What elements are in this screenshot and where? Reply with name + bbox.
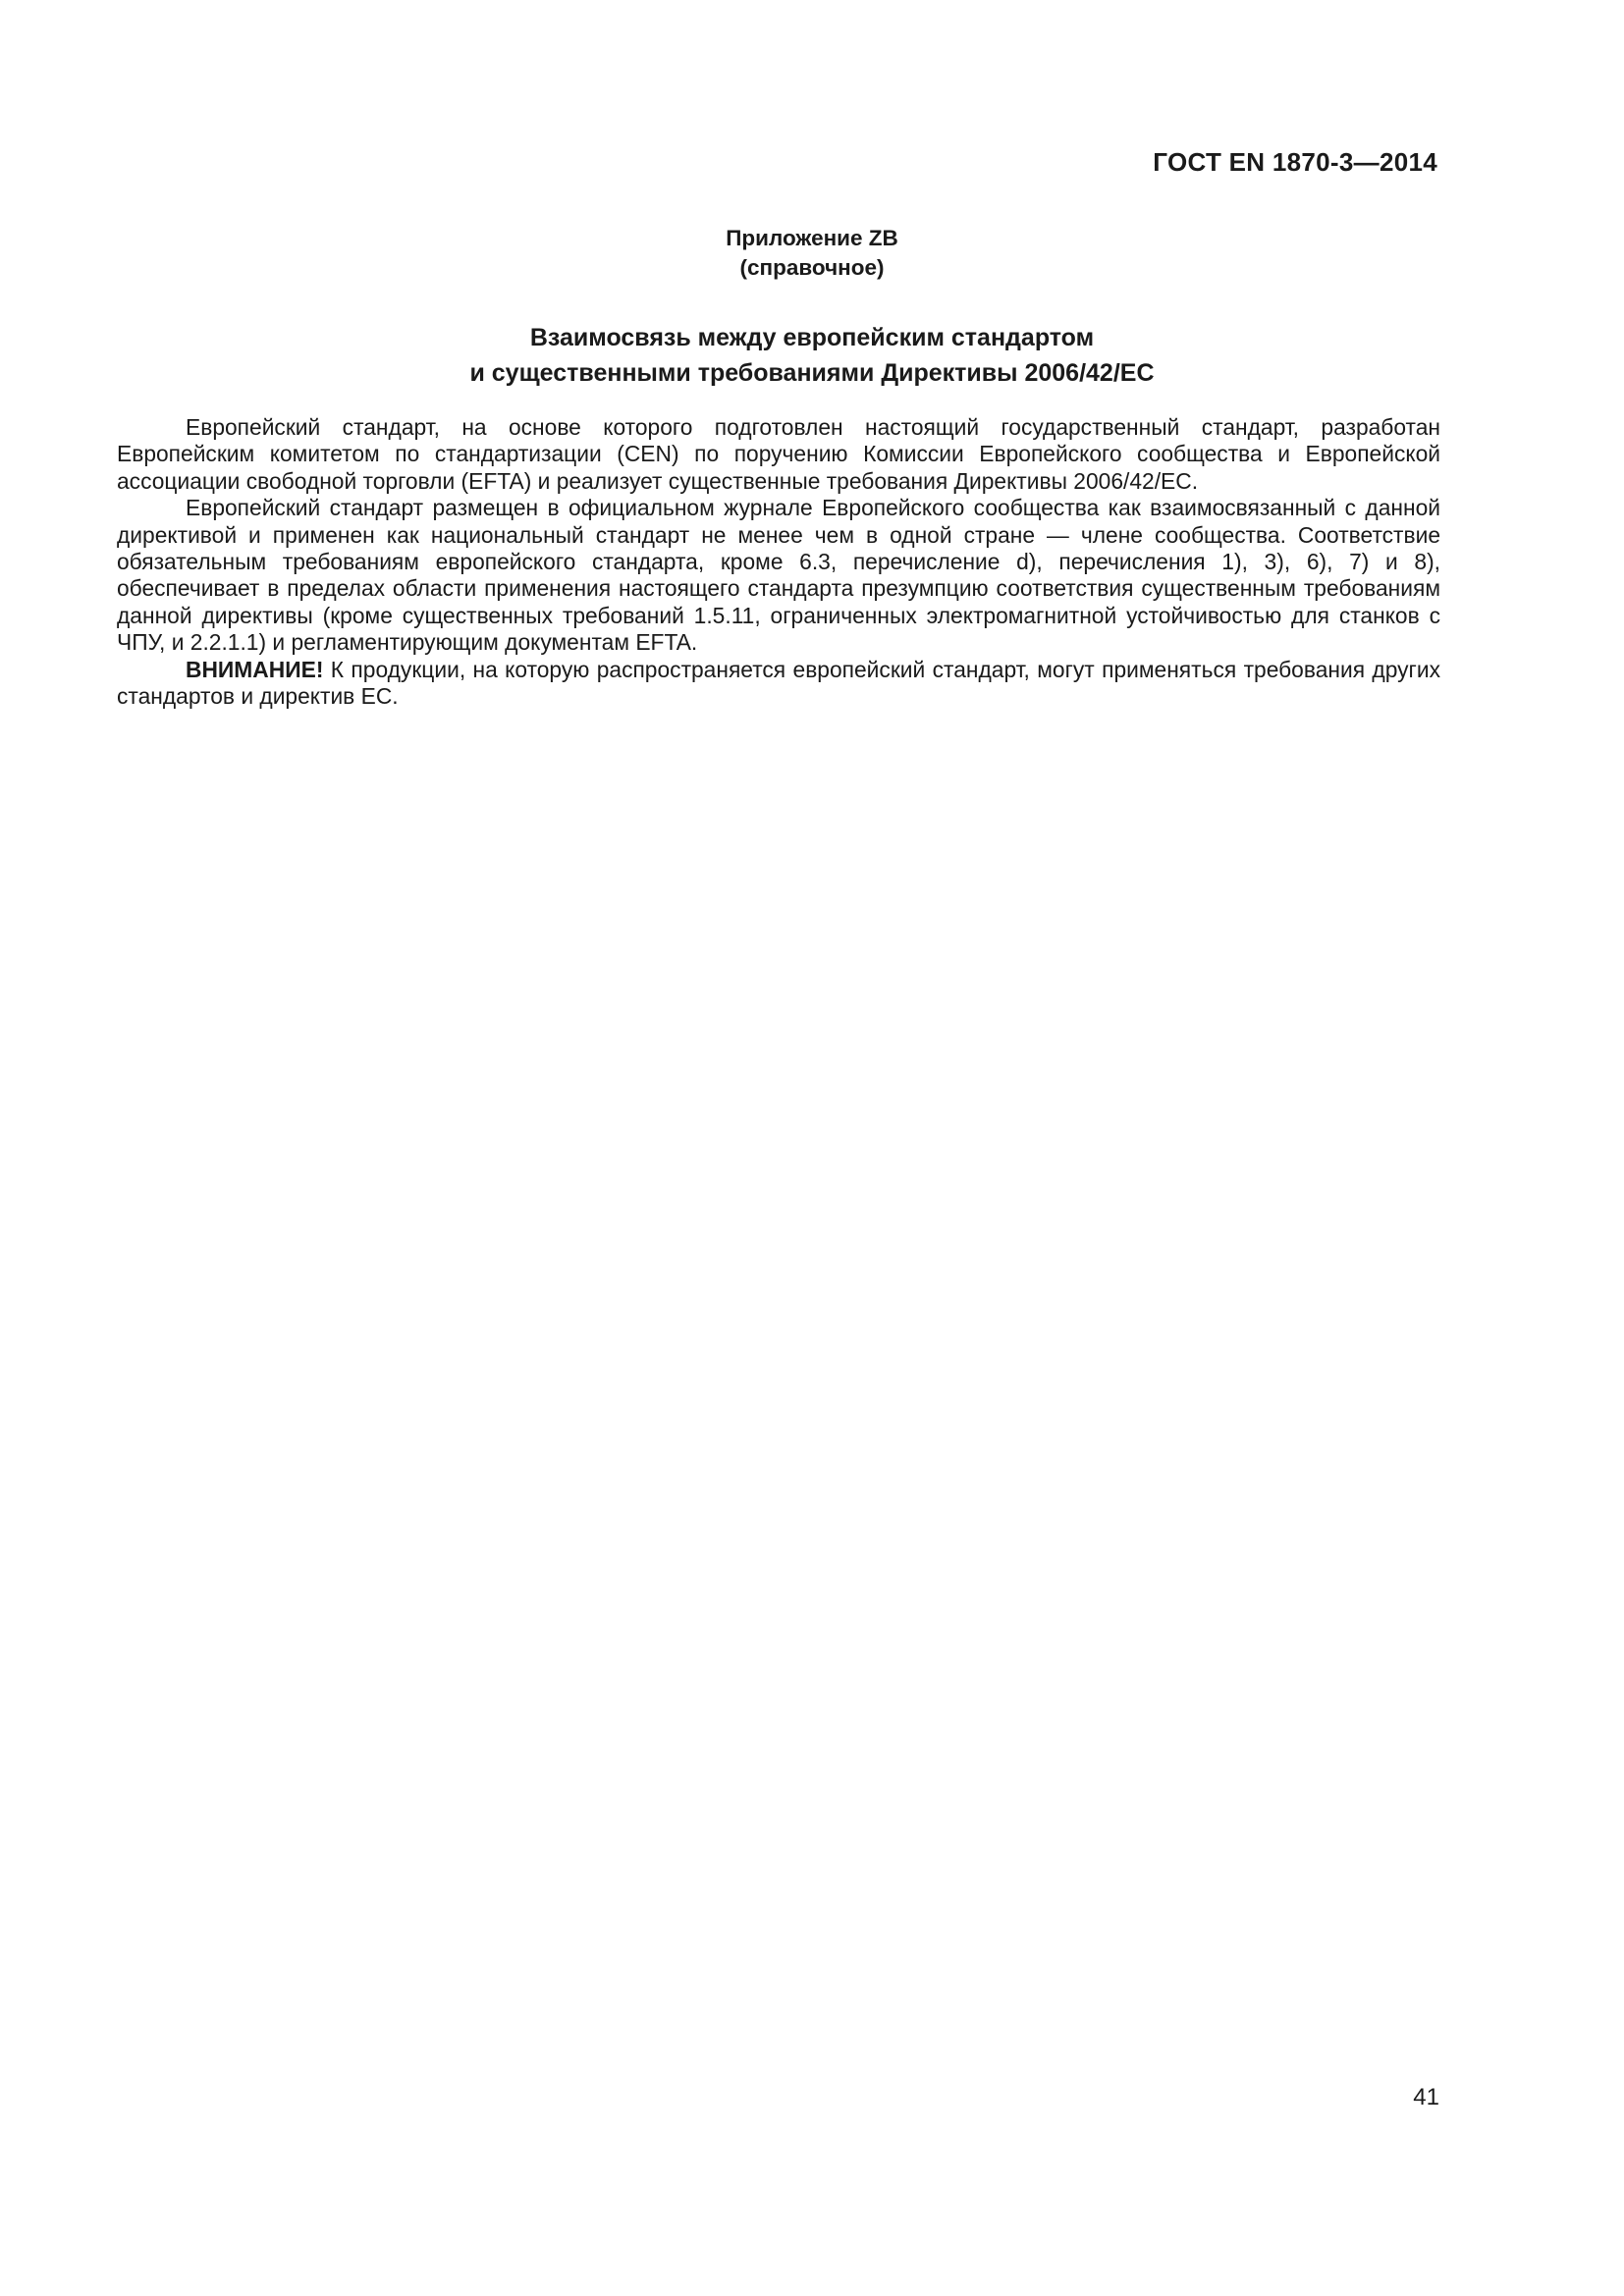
section-title bbox=[0, 320, 1624, 391]
section-title-line-2: и существенными требованиями Директивы 2006/42/ЕС bbox=[469, 359, 1155, 387]
warning-label: ВНИМАНИЕ! bbox=[186, 656, 324, 682]
appendix-status: (справочное) bbox=[739, 255, 885, 280]
paragraph-1: Европейский стандарт, на основе которого подготовлен настоящий государственный стандарт, разработан Европейским комитетом по стандартизации (CEN) по поручению Комиссии Европейского сообщества и Европейской ассоциации свободной торговли (EFTA) и реализует существенные требования Директивы 2006/42/ЕС. bbox=[117, 414, 1440, 494]
paragraph-2: Европейский стандарт размещен в официальном журнале Европейского сообщества как взаимосвязанный с данной директивой и применен как национальный стандарт не менее чем в одной стране — члене сообщества. Соответствие обязательным требованиям европейского стандарта, кроме 6.3, перечисление d), перечисления 1), 3), 6), 7) и 8), обеспечивает в пределах области применения настоящего стандарта презумпцию соответствия существенным требованиям данной директивы (кроме существенных требований 1.5.11, ограниченных электромагнитной устойчивостью для станков с ЧПУ, и 2.2.1.1) и регламентирующим документам EFTA. bbox=[117, 495, 1440, 656]
page-number: 41 bbox=[1413, 2084, 1439, 2110]
warning-text: К продукции, на которую распространяется европейский стандарт, могут применяться требования других стандартов и директив ЕС. bbox=[117, 656, 1440, 710]
document-code-header: ГОСТ EN 1870-3—2014 bbox=[1153, 147, 1437, 177]
warning-paragraph bbox=[117, 657, 1440, 711]
appendix-label: Приложение ZB bbox=[726, 226, 898, 250]
section-title-line-1: Взаимосвязь между европейским стандартом bbox=[529, 324, 1095, 351]
body-text bbox=[117, 414, 1440, 710]
appendix-heading bbox=[0, 224, 1624, 283]
